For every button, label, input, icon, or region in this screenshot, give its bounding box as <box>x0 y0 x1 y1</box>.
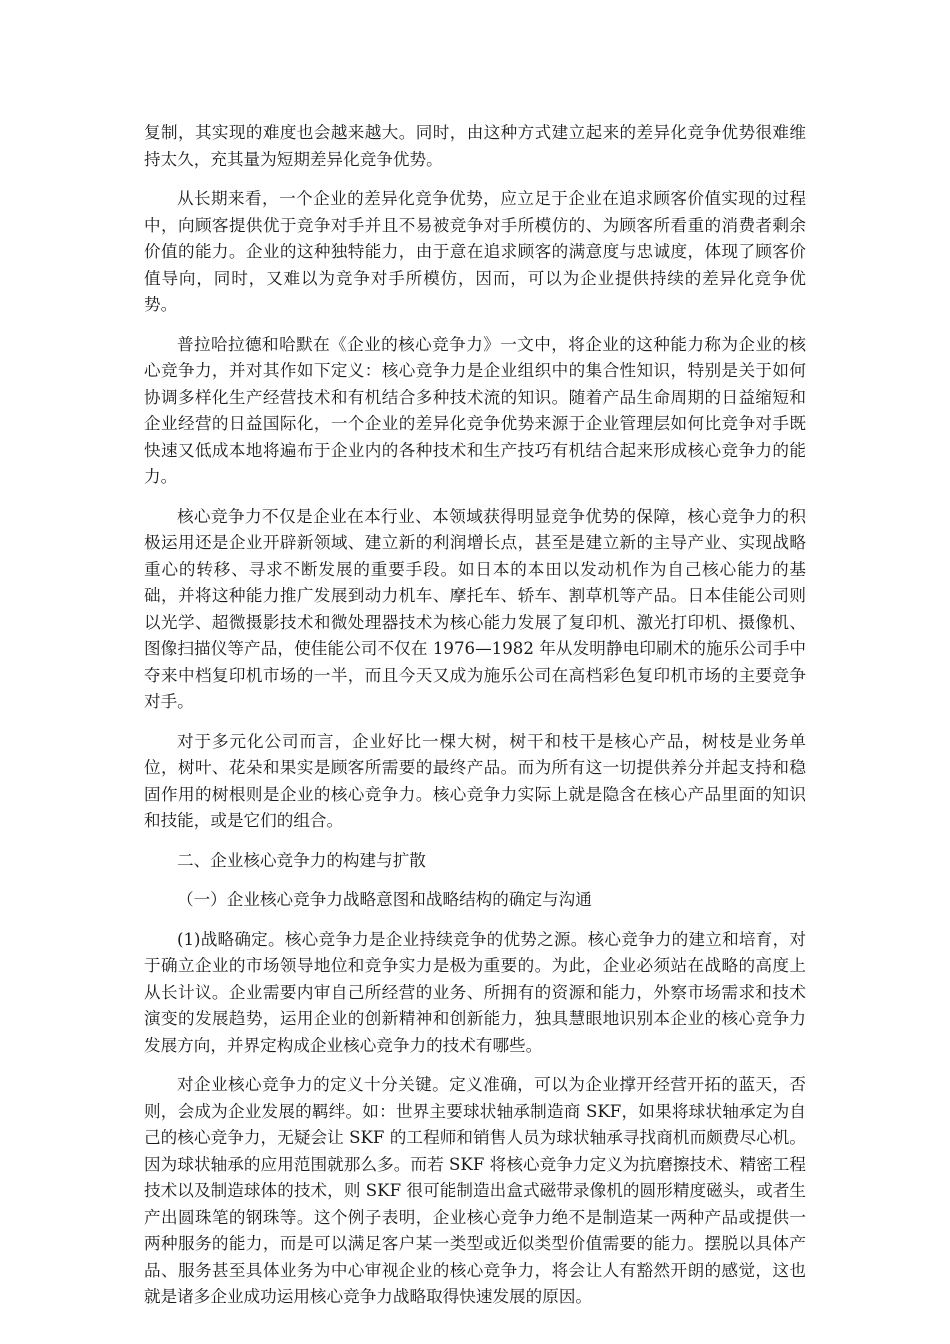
paragraph-continued: 复制，其实现的难度也会越来越大。同时，由这种方式建立起来的差异化竞争优势很难维持太久，充其量为短期差异化竞争优势。 <box>144 123 806 169</box>
paragraph: 从长期来看，一个企业的差异化竞争优势，应立足于企业在追求顾客价值实现的过程中，向顾客提供优于竞争对手并且不易被竞争对手所模仿的、为顾客所看重的消费者剩余价值的能力。企业的这种独特能力，由于意在追求顾客的满意度与忠诚度，体现了顾客价值导向，同时，又难以为竞争对手所模仿，因而，可以为企业提供持续的差异化竞争优势。 <box>144 189 806 314</box>
section-heading: 二、企业核心竞争力的构建与扩散 <box>177 850 426 870</box>
paragraph: 普拉哈拉德和哈默在《企业的核心竞争力》一文中，将企业的这种能力称为企业的核心竞争力，并对其作如下定义：核心竞争力是企业组织中的集合性知识，特别是关于如何协调多样化生产经营技术和有机结合多种技术流的知识。随着产品生命周期的日益缩短和企业经营的日益国际化，一个企业的差异化竞争优势来源于企业管理层如何比竞争对手既快速又低成本地将遍布于企业内的各种技术和生产技巧有机结合起来形成核心竞争力的能力。 <box>144 334 806 486</box>
paragraph: (1)战略确定。核心竞争力是企业持续竞争的优势之源。核心竞争力的建立和培育，对于确立企业的市场领导地位和竞争实力是极为重要的。为此，企业必须站在战略的高度上从长计议。企业需要内审自己所经营的业务、所拥有的资源和能力，外察市场需求和技术演变的发展趋势，运用企业的创新精神和创新能力，独具慧眼地识别本企业的核心竞争力发展方向，并界定构成企业核心竞争力的技术有哪些。 <box>144 929 806 1055</box>
subsection-heading: （一）企业核心竞争力战略意图和战略结构的确定与沟通 <box>177 890 592 909</box>
paragraph: 核心竞争力不仅是企业在本行业、本领域获得明显竞争优势的保障，核心竞争力的积极运用还是企业开辟新领域、建立新的利润增长点，甚至是建立新的主导产业、实现战略重心的转移、寻求不断发展的重要手段。如日本的本田以发动机作为自己核心能力的基础，并将这种能力推广发展到动力机车、摩托车、轿车、割草机等产品。日本佳能公司则以光学、超微摄影技术和微处理器技术为核心能力发展了复印机、激光打印机、摄像机、图像扫描仪等产品，使佳能公司不仅在 1976—1982 年从发明静电印刷术的施乐公司手中夺来中档复印机市场的一半，而且今天又成为施乐公司在高档彩色复印机市场的主要竞争对手。 <box>144 506 806 711</box>
document-body <box>144 120 806 1324</box>
paragraph: 对于多元化公司而言，企业好比一棵大树，树干和枝干是核心产品，树枝是业务单位，树叶、花朵和果实是顾客所需要的最终产品。而为所有这一切提供养分并起支持和稳固作用的树根则是企业的核心竞争力。核心竞争力实际上就是隐含在核心产品里面的知识和技能，或是它们的组合。 <box>144 731 806 830</box>
paragraph: 对企业核心竞争力的定义十分关键。定义准确，可以为企业撑开经营开拓的蓝天，否则，会成为企业发展的羁绊。如：世界主要球状轴承制造商 SKF，如果将球状轴承定为自己的核心竞争力，无疑会让 SKF 的工程师和销售人员为球状轴承寻找商机而颇费尽心机。因为球状轴承的应用范围就那么多。而若 SKF 将核心竞争力定义为抗磨擦技术、精密工程技术以及制造球体的技术，则 SKF 很可能制造出盒式磁带录像机的圆形精度磁头，或者生产出圆珠笔的钢珠等。这个例子表明，企业核心竞争力绝不是制造某一两种产品或提供一两种服务的能力，而是可以满足客户某一类型或近似类型价值需要的能力。摆脱以具体产品、服务甚至具体业务为中心审视企业的核心竞争力，将会让人有豁然开朗的感觉，这也就是诸多企业成功运用核心竞争力战略取得快速发展的原因。 <box>144 1075 806 1306</box>
